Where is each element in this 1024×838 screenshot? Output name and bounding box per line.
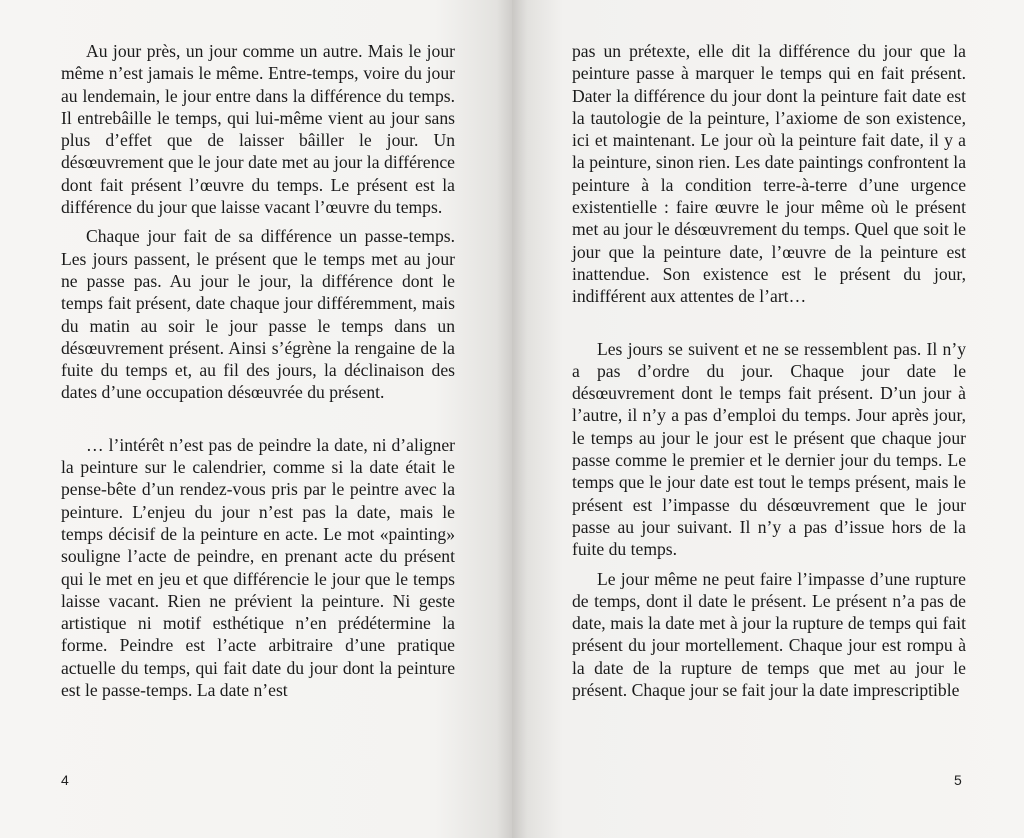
- left-page-text: [61, 40, 455, 701]
- right-page: [512, 0, 1024, 838]
- page-number: 5: [954, 772, 962, 788]
- right-page-text: [572, 40, 966, 701]
- paragraph: … l’intérêt n’est pas de peindre la date, ni d’aligner la peinture sur le calendrier, comme si la date était le pense-bête d’un rendez-vous pris par le peintre avec la peinture. L’enjeu du jour n’est pas la date, mais le temps décisif de la peinture en acte. Le mot «painting» souligne l’acte de peindre, en prenant acte du présent qui le met en jeu et que différencie le jour que le temps laisse vacant. Rien ne prévient la peinture. Ni geste artistique ni motif esthétique n’en prédétermine la forme. Peindre est l’acte arbitraire d’une pratique actuelle du temps, qui fait date du jour dont la peinture est le passe-temps. La date n’est: [61, 434, 455, 701]
- page-number: 4: [61, 772, 69, 788]
- paragraph: Les jours se suivent et ne se ressemblent pas. Il n’y a pas d’ordre du jour. Chaque jour date le désœuvrement dont le temps fait présent. D’un jour à l’autre, il n’y a pas d’emploi du temps. Jour après jour, le temps au jour le jour est le présent que chaque jour passe comme le premier et le dernier jour du temps. Le temps que le jour date est tout le temps présent, mais le présent est l’impasse du désœuvrement que le jour passe au jour suivant. Il n’y a pas d’issue hors de la fuite du temps.: [572, 338, 966, 560]
- paragraph: Au jour près, un jour comme un autre. Mais le jour même n’est jamais le même. Entre-temps, voire du jour au lendemain, le jour entre dans la différence du temps. Il entrebâille le temps, qui lui-même vient au jour sans plus d’effet que de laisser bâiller le jour. Un désœuvrement que le jour date met au jour la différence dont fait présent l’œuvre du temps. Le présent est la différence du jour que laisse vacant l’œuvre du temps.: [61, 41, 455, 218]
- paragraph: pas un prétexte, elle dit la différence du jour que la peinture passe à marquer le temps qui en fait présent. Dater la différence du jour dont la peinture fait date est la tautologie de la peinture, l’axiome de son existence, ici et maintenant. Le jour où la peinture fait date, il y a la peinture, sinon rien. Les date paintings confrontent la peinture à la condition terre-à-terre d’une urgence existentielle : faire œuvre le jour même où le présent met au jour le désœuvrement du temps. Quel que soit le jour que la peinture date, l’œuvre de la peinture est inattendue. Son existence est le présent du jour, indifférent aux attentes de l’art…: [572, 41, 966, 307]
- paragraph: Le jour même ne peut faire l’impasse d’une rupture de temps, dont il date le présent. Le présent n’a pas de date, mais la date met à jour la rupture de temps qui fait présent du jour mortellement. Chaque jour est rompu à la date de la rupture de temps que met au jour le présent. Chaque jour se fait jour la date imprescriptible: [572, 568, 966, 701]
- paragraph: Chaque jour fait de sa différence un passe-temps. Les jours passent, le présent que le temps met au jour ne passe pas. Au jour le jour, la différence dont le temps fait présent, date chaque jour différemment, mais du matin au soir le jour passe le temps dans un désœuvrement présent. Ainsi s’égrène la rengaine de la fuite du temps et, au fil des jours, la déclinaison des dates d’une occupation désœuvrée du présent.: [61, 226, 455, 403]
